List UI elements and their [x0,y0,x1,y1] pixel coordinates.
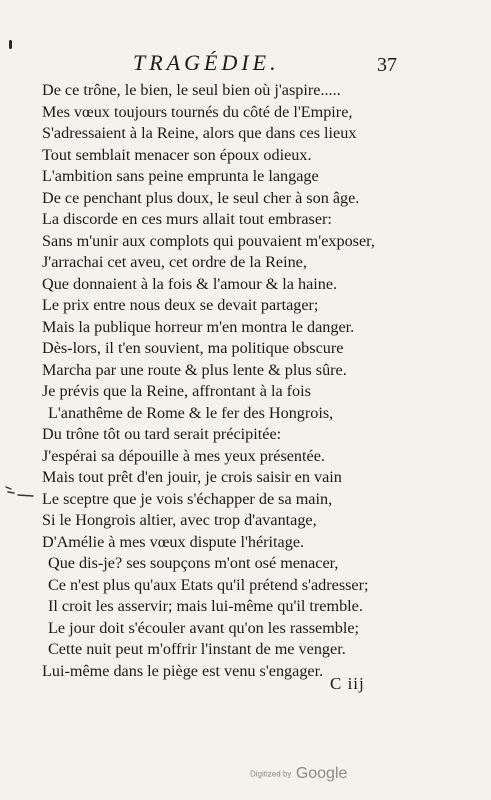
verse-line: Si le Hongrois altier, avec trop d'avantage, [42,511,317,529]
verse-line: Du trône tôt ou tard serait précipitée: [42,425,282,443]
verse-line: Mes vœux toujours tournés du côté de l'Empire, [42,102,353,121]
running-title: TRAGÉDIE. [133,50,280,75]
verse-line: Mais tout prêt d'en jouir, je crois saisir en vain [42,468,342,486]
verse-line: Lui-même dans le piège est venu s'engager. [42,661,324,680]
verse-line: De ce penchant plus doux, le seul cher à son âge. [42,188,360,207]
verse-line: La discorde en ces murs allait tout embraser: [42,210,332,228]
verse-line: Marcha par une route & plus lente & plus sûre. [42,360,347,379]
verse-line: S'adressaient à la Reine, alors que dans ces lieux [42,124,357,142]
verse-line: Le sceptre que je vois s'échapper de sa main, [42,489,333,508]
verse-line: Que dis-je? ses soupçons m'ont osé menacer, [48,554,339,572]
pencil-mark-icon [4,484,34,498]
verse-line: Mais la publique horreur m'en montra le danger. [42,317,355,336]
verse-line: J'arrachai cet aveu, cet ordre de la Reine, [42,253,307,271]
verse-line: Dès-lors, il t'en souvient, ma politique obscure [42,339,344,357]
verse-line: Cette nuit peut m'offrir l'instant de me venger. [48,640,346,658]
ink-dot [9,40,12,49]
verse-line: Tout semblait menacer son époux odieux. [42,145,312,164]
digitization-watermark [250,765,347,783]
verse-line: Il croit les asservir; mais lui-même qu'il tremble. [48,597,363,615]
watermark-brand: Google [295,765,348,782]
verse-line: Le prix entre nous deux se devait partager; [42,296,319,314]
verse-line: Je prévis que la Reine, affrontant à la fois [42,382,311,400]
verse-line: De ce trône, le bien, le seul bien où j'aspire..... [42,81,341,99]
verse-line: L'ambition sans peine emprunta le langage [42,167,319,185]
verse-line: J'espérai sa dépouille à mes yeux présentée. [42,446,325,465]
verse-line: Sans m'unir aux complots qui pouvaient m'exposer, [42,231,375,250]
signature-mark: C iij [330,674,365,693]
verse-line: Ce n'est plus qu'aux Etats qu'il prétend s'adresser; [48,575,369,594]
verse-line: Que donnaient à la fois & l'amour & la haine. [42,274,338,293]
verse-line: Le jour doit s'écouler avant qu'on les rassemble; [48,618,360,637]
running-head [0,50,491,80]
verse-block [42,80,462,682]
verse-line: D'Amélie à mes vœux dispute l'héritage. [42,532,305,551]
watermark-prefix: Digitized by [250,769,292,779]
verse-line: L'anathême de Rome & le fer des Hongrois, [48,403,334,422]
page-number: 37 [377,54,397,76]
